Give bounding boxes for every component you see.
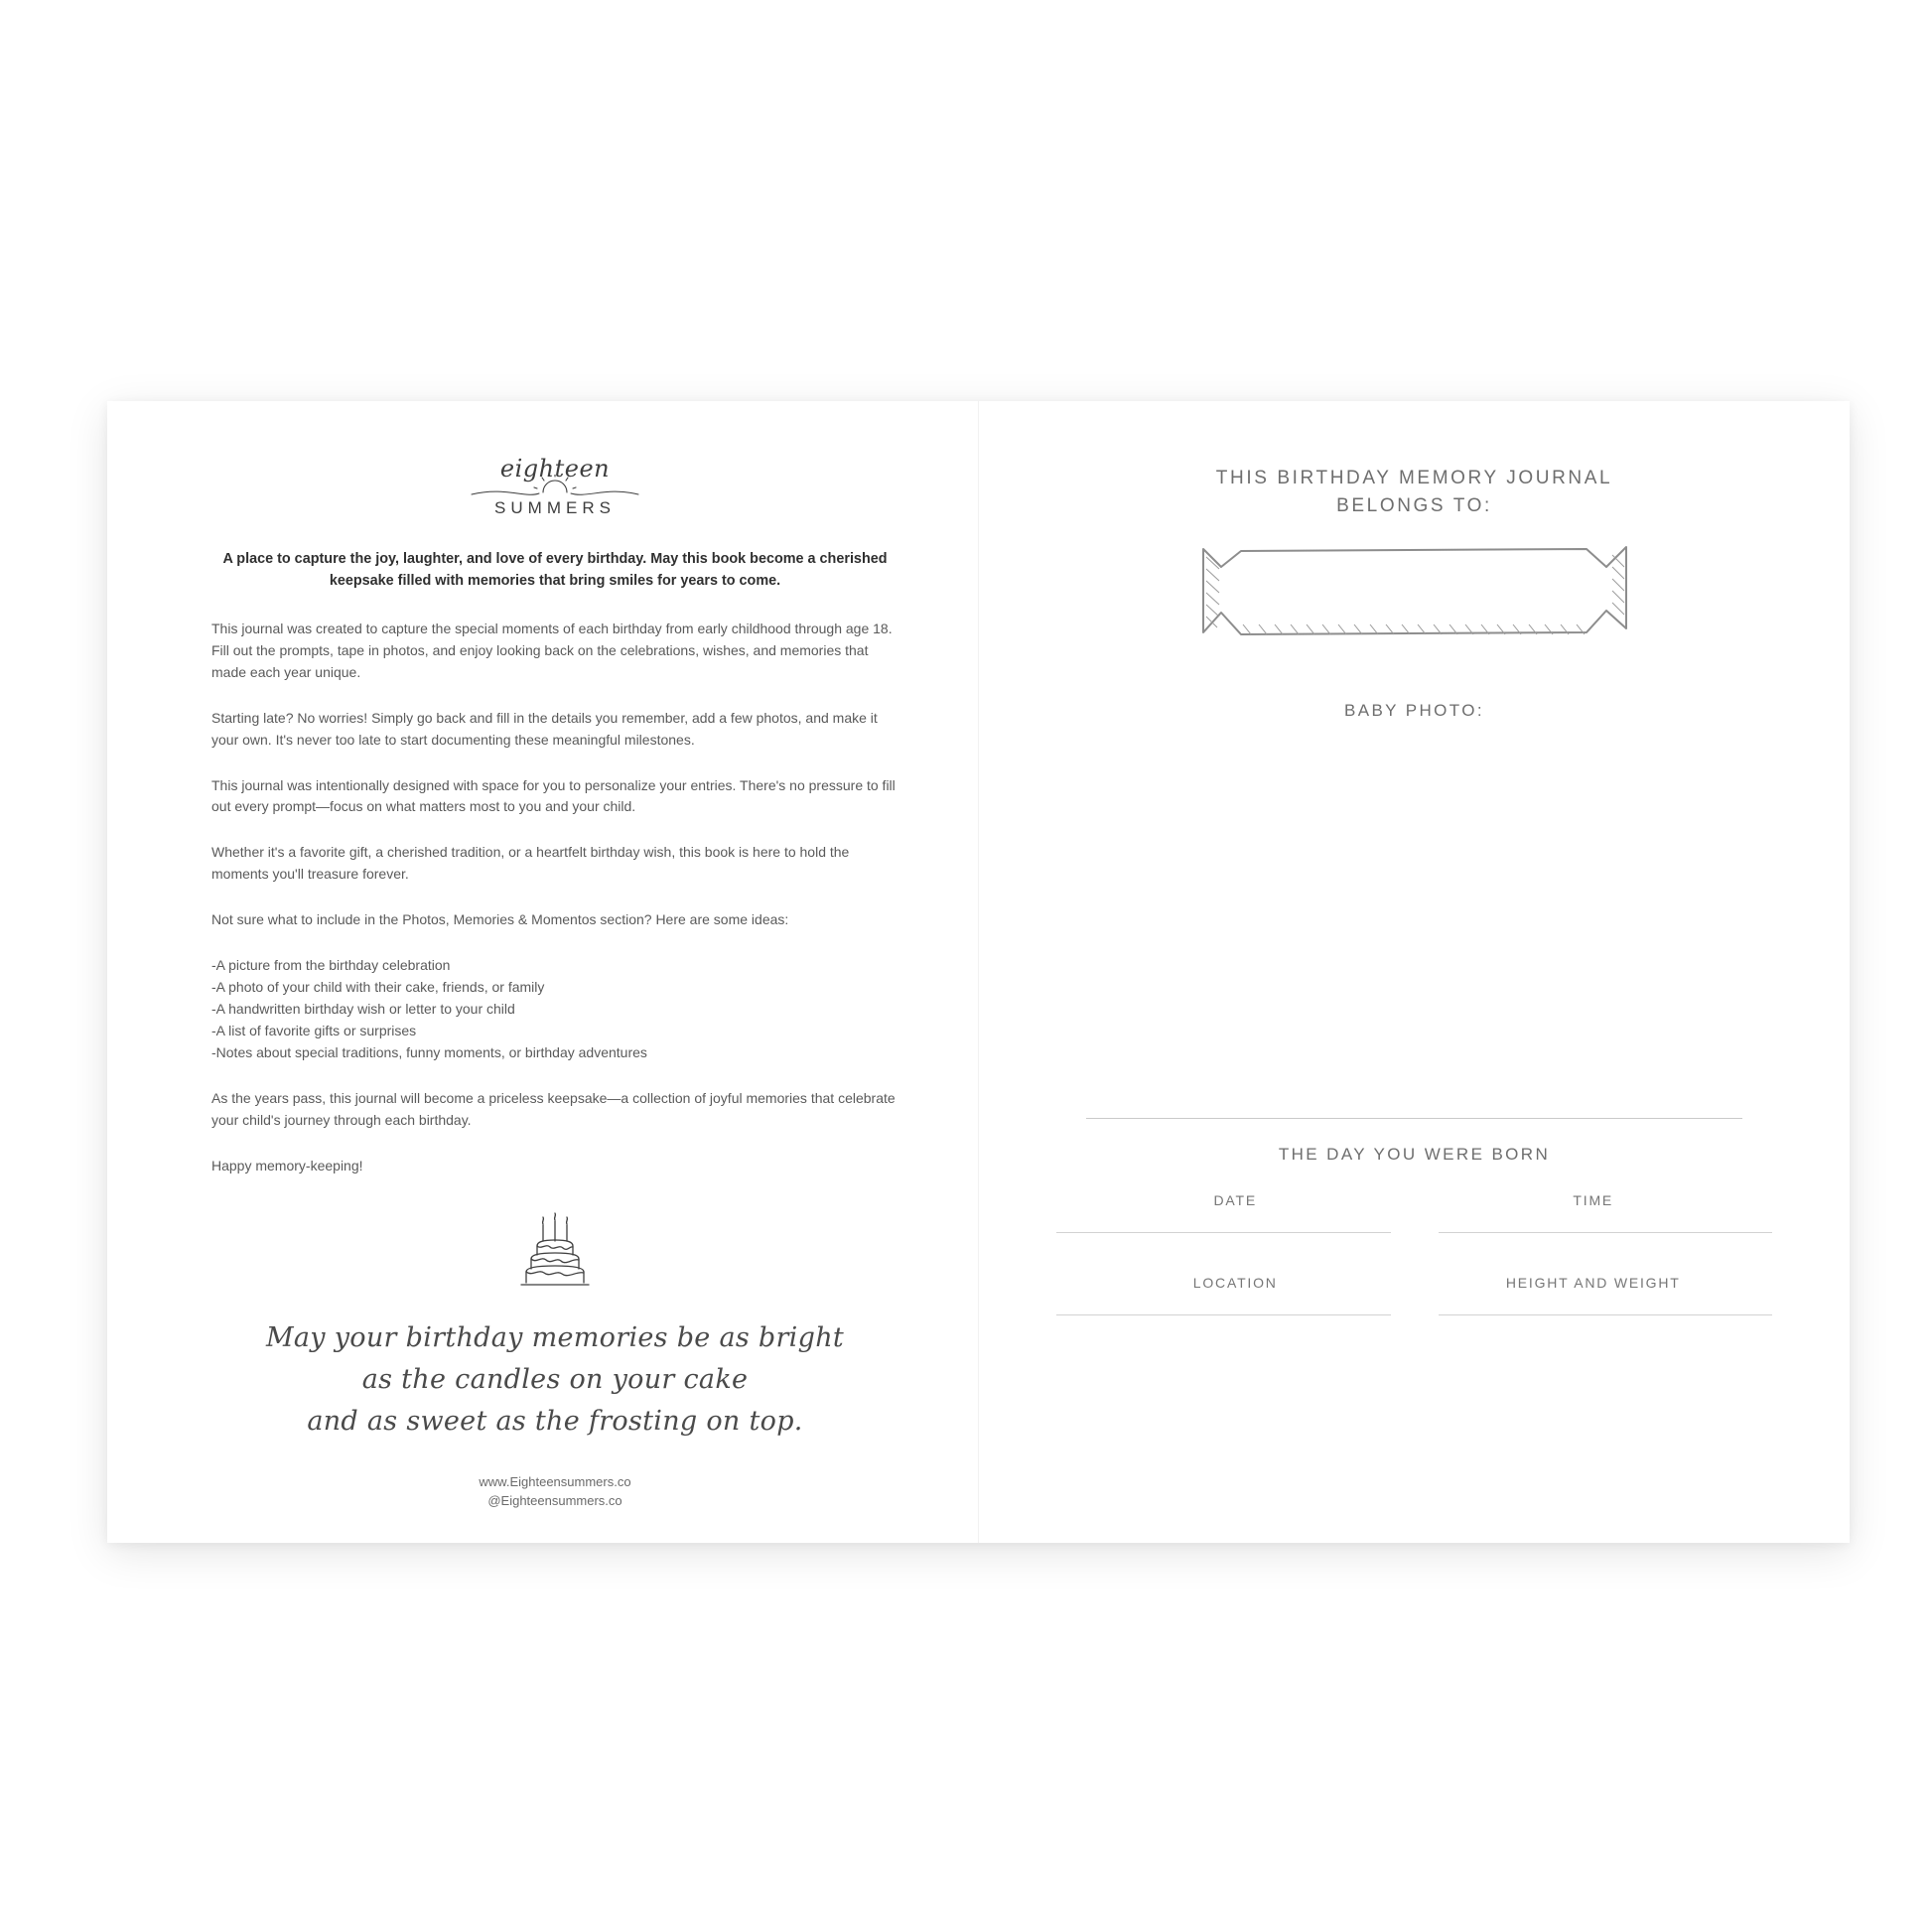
closing-paragraph-1: As the years pass, this journal will become a priceless keepsake—a collection of joyful memories that celebrate your child's journey through each birthday. xyxy=(211,1090,896,1129)
intro-bold-text: A place to capture the joy, laughter, and love of every birthday. May this book become a cherished keepsake filled with memories that bring smiles for years to come. xyxy=(222,551,888,590)
brand-script-text: eighteen xyxy=(499,455,611,483)
field-write-line[interactable] xyxy=(1056,1314,1391,1315)
left-page xyxy=(107,401,978,1543)
birth-details-fields xyxy=(1056,1192,1772,1315)
baby-photo-slot[interactable] xyxy=(1056,721,1772,1118)
quote-line-1: May your birthday memories be as bright xyxy=(265,1322,845,1354)
baby-photo-label: BABY PHOTO: xyxy=(1343,701,1485,721)
list-item: -A picture from the birthday celebration xyxy=(211,957,451,974)
intro-paragraph-4: Whether it's a favorite gift, a cherished tradition, or a heartfelt birthday wish, this book is here to hold the moments you'll treasure forever. xyxy=(211,844,850,883)
quote-line-2: as the candles on your cake xyxy=(361,1363,749,1395)
journal-spread xyxy=(107,401,1850,1543)
right-page xyxy=(978,401,1850,1543)
field-height-and-weight[interactable] xyxy=(1415,1275,1773,1315)
intro-paragraph-5: Not sure what to include in the Photos, Memories & Momentos section? Here are some ideas: xyxy=(211,911,789,928)
list-item: -A handwritten birthday wish or letter to your child xyxy=(211,1001,515,1018)
brand-logo xyxy=(211,457,898,518)
birthday-cake-icon xyxy=(512,1211,598,1297)
intro-paragraph-2: Starting late? No worries! Simply go back and fill in the details you remember, add a few photos, and make it your own. It's never too late to start documenting these meaningful milestones. xyxy=(211,709,878,748)
intro-paragraph-1: This journal was created to capture the special moments of each birthday from early childhood through age 18. Fill out the prompts, tape in photos, and enjoy looking back on the celebrations, wishes, and memories that made each year unique. xyxy=(211,620,893,680)
belongs-to-line-1: THIS BIRTHDAY MEMORY JOURNAL xyxy=(1215,468,1613,488)
website-link[interactable]: www.Eighteensummers.co xyxy=(479,1473,631,1489)
closing-quote xyxy=(221,1317,889,1443)
name-banner[interactable] xyxy=(1056,533,1772,657)
list-item: -A photo of your child with their cake, friends, or family xyxy=(211,979,545,996)
field-label: TIME xyxy=(1573,1192,1614,1209)
field-label: LOCATION xyxy=(1192,1275,1278,1292)
field-date[interactable] xyxy=(1056,1192,1415,1233)
belongs-to-line-2: BELONGS TO: xyxy=(1336,494,1492,516)
ribbon-banner-icon xyxy=(1181,533,1648,652)
social-handle[interactable]: @Eighteensummers.co xyxy=(487,1493,622,1509)
closing-paragraph-2: Happy memory-keeping! xyxy=(211,1158,363,1174)
ideas-list xyxy=(211,955,898,1064)
field-time[interactable] xyxy=(1415,1192,1773,1233)
section-divider xyxy=(1086,1118,1742,1119)
belongs-to-heading xyxy=(1056,465,1772,519)
field-write-line[interactable] xyxy=(1056,1232,1391,1233)
intro-paragraph-3: This journal was intentionally designed with space for you to personalize your entries. There's no pressure to fill out every prompt—focus on what matters most to you and your child. xyxy=(211,776,896,815)
field-label: DATE xyxy=(1213,1192,1257,1209)
list-item: -Notes about special traditions, funny moments, or birthday adventures xyxy=(211,1044,647,1061)
field-write-line[interactable] xyxy=(1439,1314,1773,1315)
footer-links xyxy=(211,1472,898,1511)
field-label: HEIGHT AND WEIGHT xyxy=(1505,1275,1681,1292)
field-location[interactable] xyxy=(1056,1275,1415,1315)
list-item: -A list of favorite gifts or surprises xyxy=(211,1023,417,1039)
field-write-line[interactable] xyxy=(1439,1232,1773,1233)
quote-line-3: and as sweet as the frosting on top. xyxy=(307,1405,803,1437)
day-you-were-born-heading: THE DAY YOU WERE BORN xyxy=(1278,1145,1551,1165)
brand-word-text: SUMMERS xyxy=(494,498,616,517)
cake-illustration xyxy=(211,1211,898,1302)
